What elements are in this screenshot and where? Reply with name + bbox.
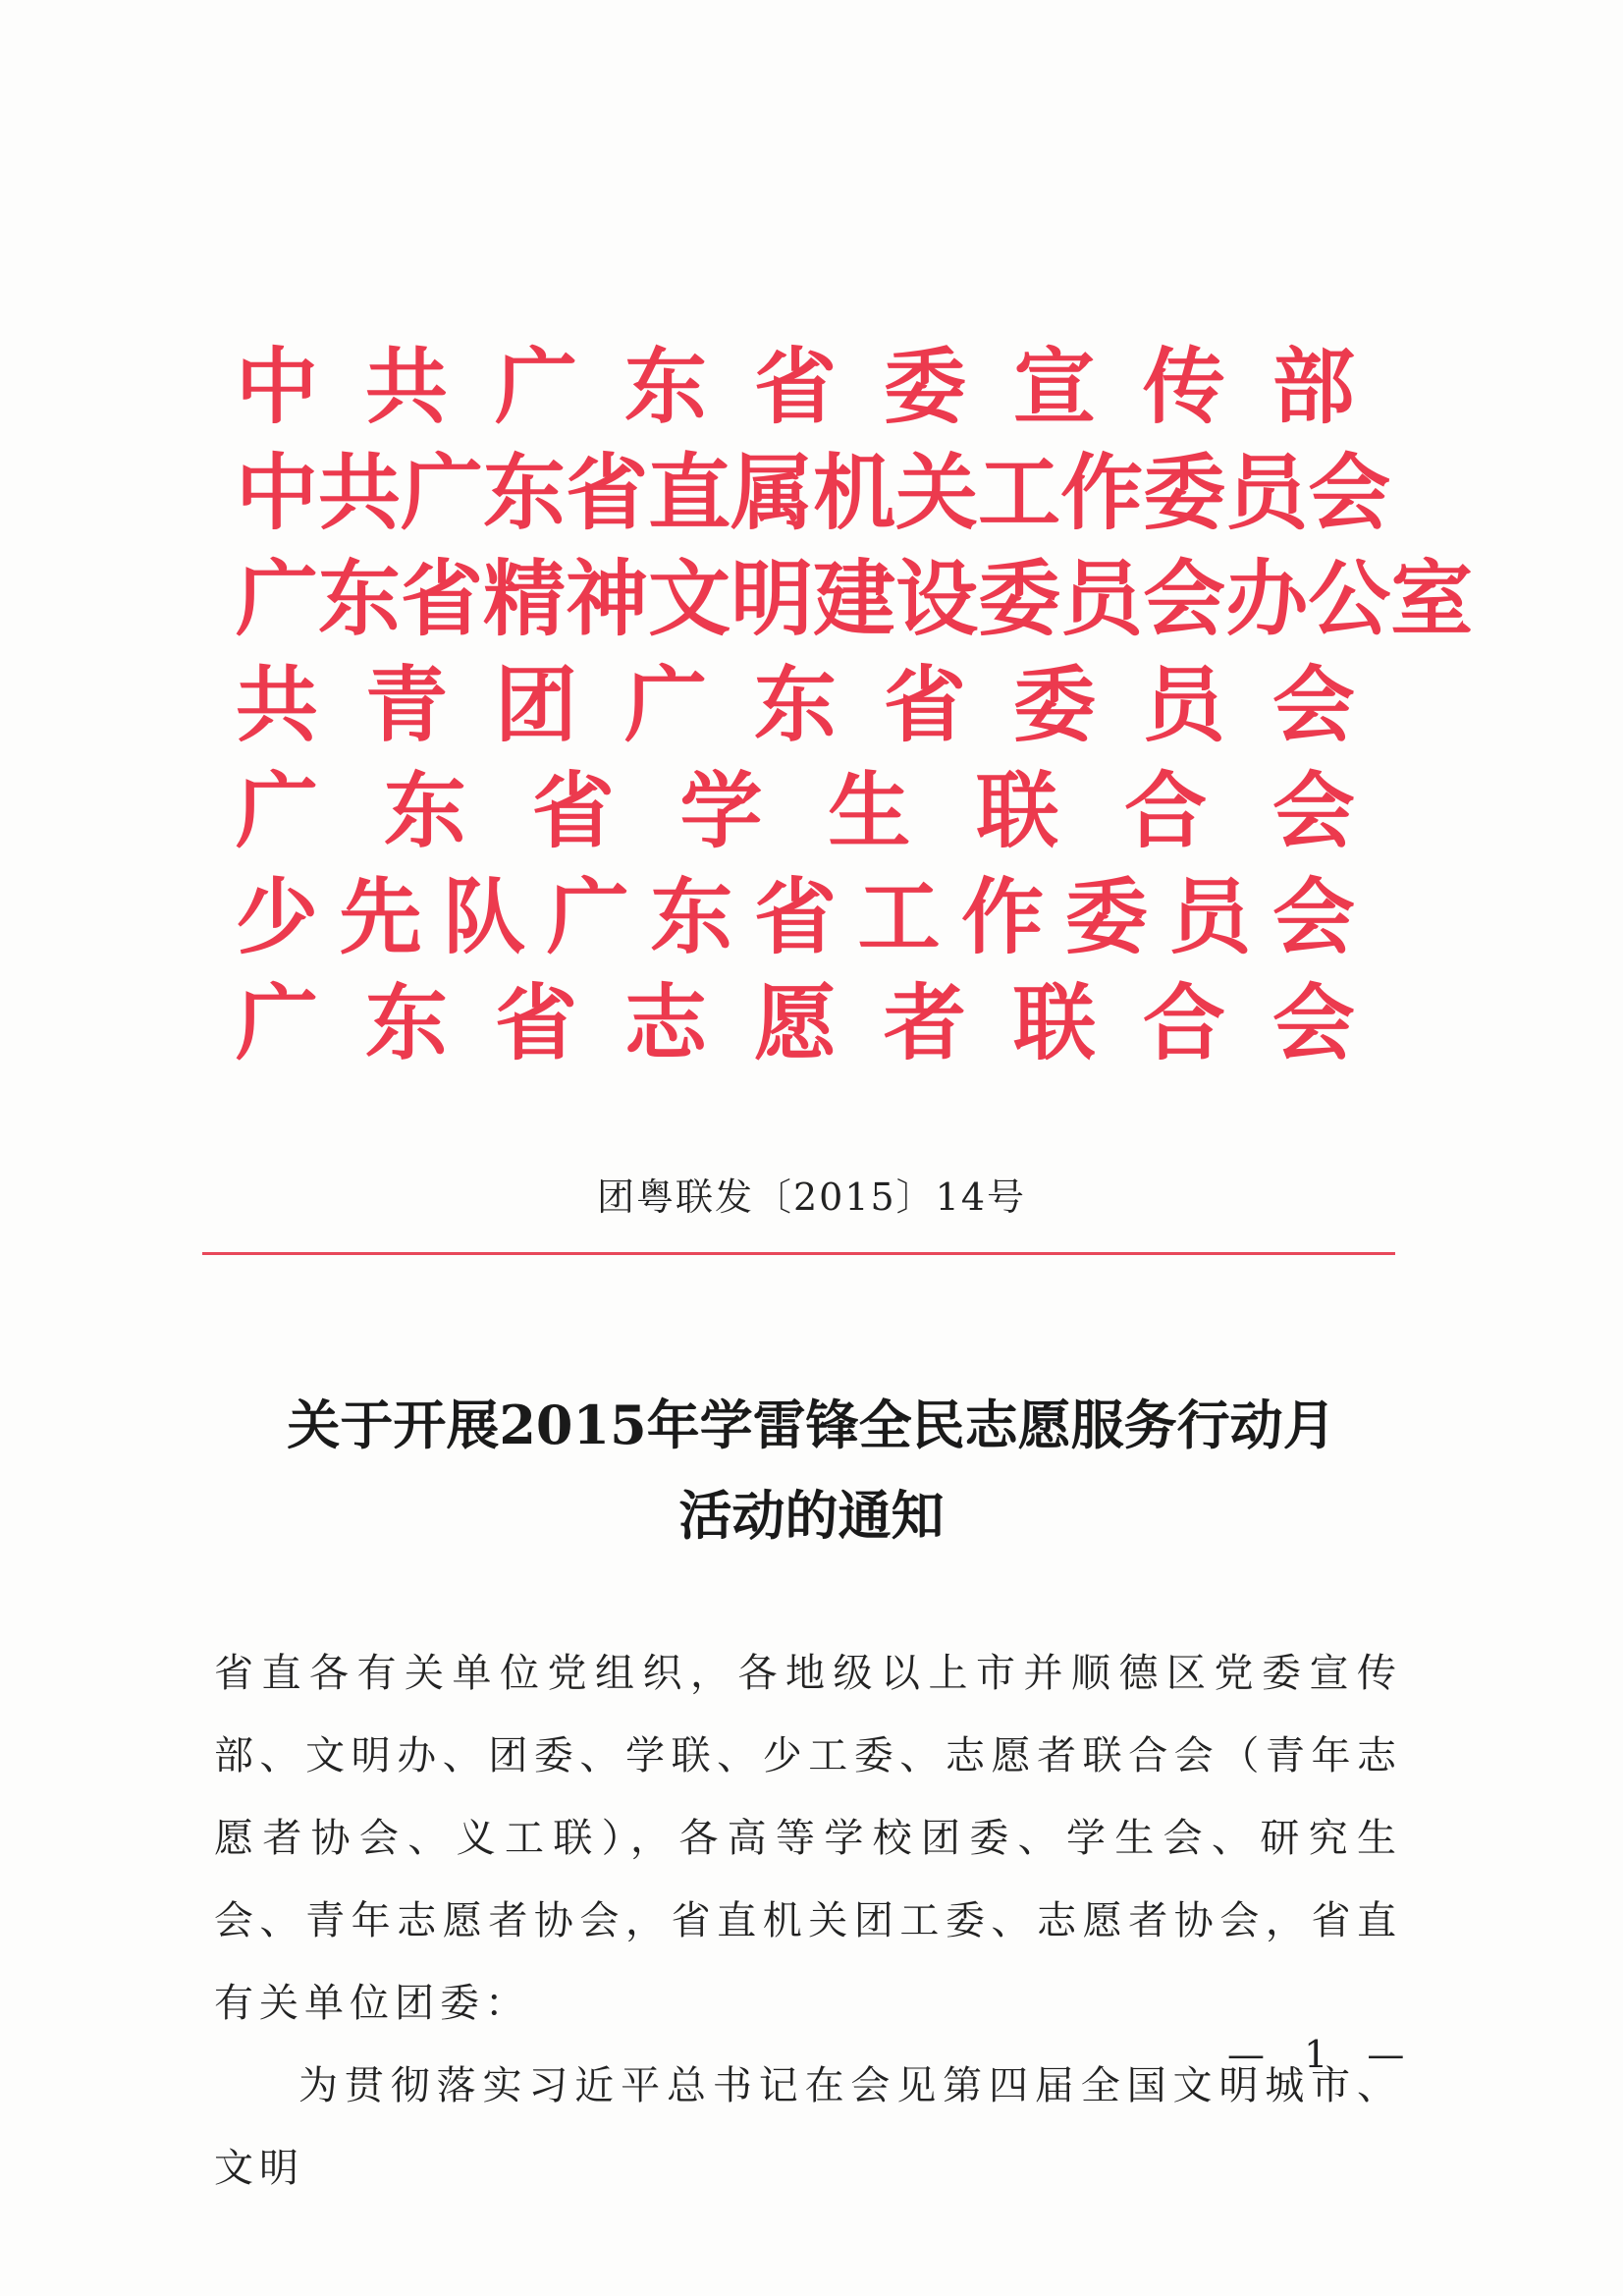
issuer-char: 委 [1012,656,1096,753]
issuer-char: 关 [895,444,979,541]
issuer-line [236,970,1355,1076]
issuer-char: 者 [883,974,966,1071]
issuer-char: 东 [753,656,837,753]
issuer-char: 员 [1142,656,1225,753]
issuer-char: 委 [883,338,966,435]
issuer-char: 东 [318,550,402,647]
issuer-line [236,546,1474,652]
issuer-char: 东 [650,868,733,965]
issuer-char: 学 [679,762,763,859]
issuer-header [236,334,1474,1076]
red-divider [202,1252,1395,1255]
issuer-char: 神 [566,550,649,647]
issuer-char: 宣 [1012,338,1096,435]
issuer-char: 室 [1390,550,1474,647]
issuer-char: 合 [1142,974,1225,1071]
issuer-char: 省 [753,338,837,435]
recipients-paragraph: 省直各有关单位党组织，各地级以上市并顺德区党委宣传部、文明办、团委、学联、少工委、志愿者联合会（青年志愿者协会、义工联），各高等学校团委、学生会、研究生会、青年志愿者协会，省直机关团工委、志愿者协会，省直有关单位团委： [214,1651,1402,2026]
issuer-char: 机 [813,444,896,541]
issuer-char: 属 [730,444,814,541]
issuer-char: 公 [1308,550,1391,647]
issuer-char: 东 [623,338,707,435]
issuer-char: 合 [1124,762,1208,859]
issuer-line [236,864,1355,970]
issuer-char: 省 [566,444,649,541]
issuer-char: 建 [813,550,896,647]
issuer-char: 会 [1308,444,1391,541]
issuer-char: 直 [648,444,731,541]
issuer-char: 文 [648,550,731,647]
issuer-char: 志 [623,974,707,1071]
issuer-char: 员 [1225,444,1309,541]
issuer-char: 广 [236,974,319,1071]
issuer-char: 东 [383,762,466,859]
issuer-char: 愿 [753,974,837,1071]
issuer-char: 广 [623,656,707,753]
issuer-char: 会 [1271,974,1355,1071]
issuer-char: 办 [1225,550,1309,647]
issuer-char: 广 [236,762,319,859]
issuer-char: 设 [895,550,979,647]
issuer-char: 作 [1060,444,1144,541]
issuer-char: 作 [961,868,1045,965]
issuer-char: 生 [828,762,911,859]
document-body [214,1632,1402,2210]
issuer-char: 共 [364,338,448,435]
issuer-line [236,652,1355,758]
issuer-char: 员 [1060,550,1144,647]
issuer-char: 团 [494,656,577,753]
issuer-char: 会 [1143,550,1226,647]
document-title [0,1380,1623,1560]
issuer-char: 会 [1271,762,1355,859]
issuer-char: 少 [236,868,319,965]
issuer-line [236,758,1355,864]
issuer-char: 东 [483,444,567,541]
issuer-char: 青 [364,656,448,753]
issuer-char: 联 [976,762,1059,859]
issuer-char: 传 [1142,338,1225,435]
page-number: — 1 — [1227,2033,1419,2076]
issuer-char: 中 [236,444,319,541]
title-line-2: 活动的通知 [678,1484,945,1547]
issuer-char: 广 [236,550,319,647]
issuer-char: 共 [318,444,402,541]
issuer-char: 中 [236,338,319,435]
issuer-char: 省 [494,974,577,1071]
issuer-char: 队 [443,868,526,965]
issuer-char: 工 [978,444,1061,541]
document-number: 团粤联发〔2015〕14号 [596,1175,1027,1219]
issuer-char: 精 [483,550,567,647]
issuer-char: 会 [1271,868,1355,965]
issuer-char: 工 [857,868,941,965]
issuer-char: 明 [730,550,814,647]
issuer-char: 委 [1143,444,1226,541]
issuer-char: 广 [494,338,577,435]
issuer-char: 省 [753,868,837,965]
issuer-char: 委 [1064,868,1148,965]
issuer-char: 东 [364,974,448,1071]
issuer-char: 广 [546,868,629,965]
title-line-1: 关于开展2015年学雷锋全民志愿服务行动月 [287,1394,1336,1456]
issuer-char: 员 [1168,868,1252,965]
issuer-line [236,334,1355,440]
issuer-char: 联 [1012,974,1096,1071]
issuer-char: 省 [531,762,615,859]
issuer-char: 省 [401,550,484,647]
issuer-char: 省 [883,656,966,753]
issuer-char: 会 [1271,656,1355,753]
issuer-char: 共 [236,656,319,753]
issuer-line [236,440,1391,546]
issuer-char: 委 [978,550,1061,647]
issuer-char: 部 [1271,338,1355,435]
issuer-char: 广 [401,444,484,541]
body-paragraph: 为贯彻落实习近平总书记在会见第四届全国文明城市、文明 [214,2063,1402,2191]
issuer-char: 先 [339,868,422,965]
